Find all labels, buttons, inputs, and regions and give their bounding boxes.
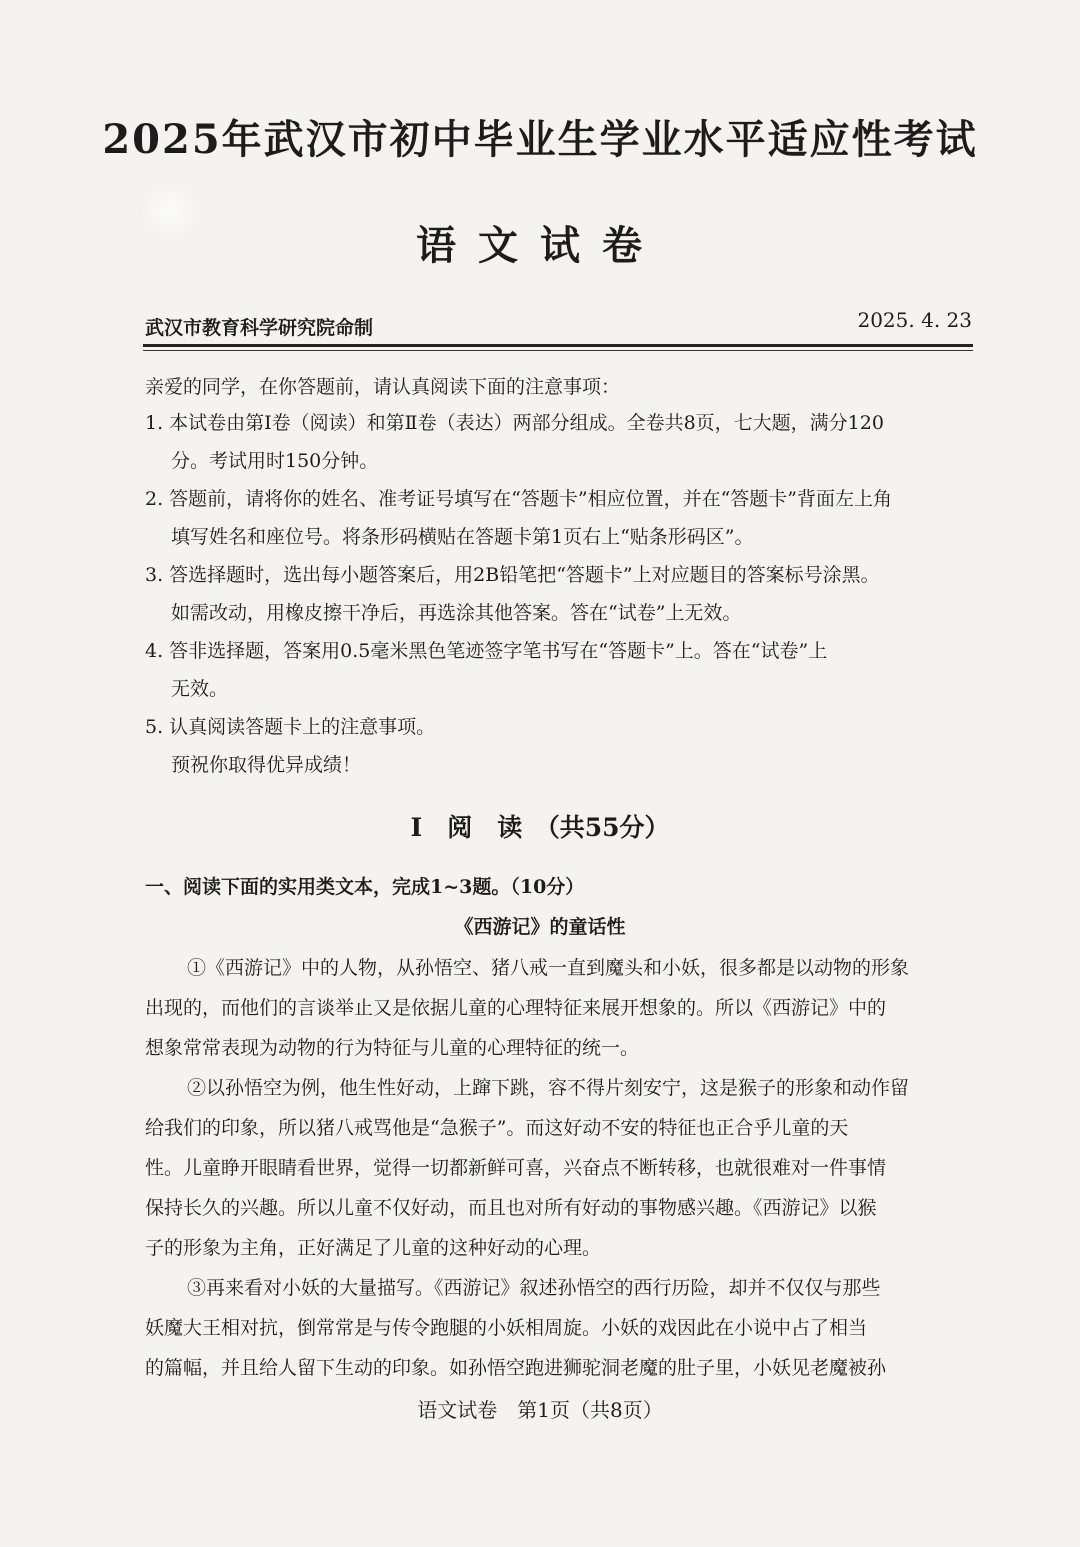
passage-line: 给我们的印象，所以猪八戒骂他是“急猴子”。而这好动不安的特征也正合乎儿童的天: [145, 1117, 849, 1139]
notice-line: 无效。: [171, 678, 229, 700]
passage-line: 子的形象为主角，正好满足了儿童的这种好动的心理。: [145, 1237, 602, 1259]
notice-line: 5. 认真阅读答题卡上的注意事项。: [145, 716, 436, 738]
header-rule-thick: [143, 344, 973, 347]
subject-title: 语文试卷: [416, 222, 664, 269]
passage-line: ①《西游记》中的人物，从孙悟空、猪八戒一直到魔头和小妖，很多都是以动物的形象: [187, 957, 910, 979]
passage-line: ②以孙悟空为例，他生性好动，上蹿下跳，容不得片刻安宁，这是猴子的形象和动作留: [187, 1077, 910, 1099]
passage-line: 的篇幅，并且给人留下生动的印象。如孙悟空跑进狮驼洞老魔的肚子里，小妖见老魔被孙: [145, 1357, 887, 1379]
passage-title: 《西游记》的童话性: [454, 916, 626, 938]
exam-date: 2025. 4. 23: [857, 308, 972, 332]
notice-list: [145, 404, 980, 784]
notice-line: 4. 答非选择题，答案用0.5毫米黑色笔迹签字笔书写在“答题卡”上。答在“试卷”上: [145, 640, 828, 662]
passage-line: 出现的，而他们的言谈举止又是依据儿童的心理特征来展开想象的。所以《西游记》中的: [145, 997, 887, 1019]
passage-line: 妖魔大王相对抗，倒常常是与传令跑腿的小妖相周旋。小妖的戏因此在小说中占了相当: [145, 1317, 868, 1339]
notice-line: 如需改动，用橡皮擦干净后，再选涂其他答案。答在“试卷”上无效。: [171, 602, 742, 624]
passage-line: 性。儿童睁开眼睛看世界，觉得一切都新鲜可喜，兴奋点不断转移，也就很难对一件事情: [145, 1157, 887, 1179]
passage-line: 想象常常表现为动物的行为特征与儿童的心理特征的统一。: [145, 1037, 640, 1059]
notice-intro: 亲爱的同学，在你答题前，请认真阅读下面的注意事项：: [145, 376, 621, 398]
notice-line: 3. 答选择题时，选出每小题答案后，用2B铅笔把“答题卡”上对应题目的答案标号涂黑。: [145, 564, 880, 586]
passage-line: ③再来看对小妖的大量描写。《西游记》叙述孙悟空的西行历险，却并不仅仅与那些: [187, 1277, 881, 1299]
notice-line: 预祝你取得优异成绩！: [171, 754, 362, 776]
issuer-text: 武汉市教育科学研究院命制: [145, 317, 374, 339]
passage-body: [145, 948, 990, 1388]
notice-line: 1. 本试卷由第Ⅰ卷（阅读）和第Ⅱ卷（表达）两部分组成。全卷共8页，七大题，满分120: [145, 412, 884, 434]
exam-title: 2025年武汉市初中毕业生学业水平适应性考试: [102, 116, 978, 163]
notice-line: 填写姓名和座位号。将条形码横贴在答题卡第1页右上“贴条形码区”。: [171, 526, 754, 548]
passage-line: 保持长久的兴趣。所以儿童不仅好动，而且也对所有好动的事物感兴趣。《西游记》以猴: [145, 1197, 877, 1219]
notice-line: 分。考试用时150分钟。: [171, 450, 379, 472]
header-rule-thin: [143, 350, 973, 351]
question-heading: 一、阅读下面的实用类文本，完成1~3题。（10分）: [145, 876, 585, 898]
section-heading: Ⅰ 阅 读 （共55分）: [410, 813, 670, 842]
page-footer: 语文试卷 第1页（共8页）: [417, 1398, 663, 1422]
notice-line: 2. 答题前，请将你的姓名、准考证号填写在“答题卡”相应位置，并在“答题卡”背面左上角: [145, 488, 893, 510]
